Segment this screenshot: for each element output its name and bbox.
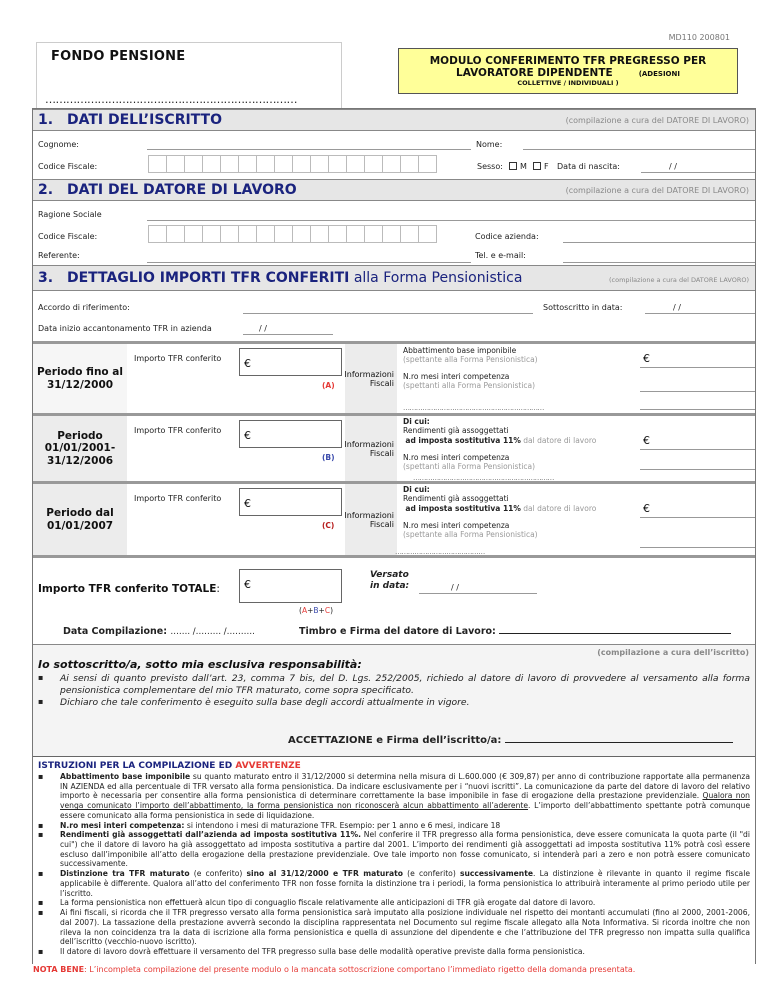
rendimenti-label-b: Rendimenti già assoggettati [403, 426, 509, 436]
mesi-text-a [403, 372, 535, 391]
declaration-bullet: ▪ Dichiaro che tale conferimento è eseguito sulla base degli accordi attualmente in vigore. [38, 697, 750, 709]
sum-formula: (A+B+C) [299, 606, 334, 615]
importo-label-b: Importo TFR conferito [134, 426, 222, 435]
item-bold: Rendimenti già assoggettati dall’azienda ad imposta sostitutiva 11%. [60, 830, 362, 840]
info-fiscali-b: Informazioni Fiscali [345, 416, 397, 481]
versato-line1: Versato [370, 570, 409, 580]
versato-line2: in data: [370, 580, 410, 591]
section3-title [67, 270, 522, 286]
dots-a: ………………………………………………………… [403, 404, 544, 412]
period-row-c [33, 481, 755, 555]
iscritto-signature-line[interactable] [505, 742, 733, 743]
period-label-b: Periodo 01/01/2001- 31/12/2006 [33, 416, 127, 481]
istruzioni-title-text: ISTRUZIONI PER LA COMPILAZIONE ED [38, 761, 236, 771]
istruzione-item [38, 869, 750, 898]
form-frame [32, 108, 756, 964]
mesi-text-c [403, 521, 538, 540]
item-text: (e conferito) [189, 869, 247, 879]
sum-c: C [324, 606, 331, 615]
period-label-a: Periodo fino al 31/12/2000 [33, 344, 127, 413]
versato-label [370, 570, 409, 592]
totale-colon: : [216, 583, 220, 595]
item-text: si intendono i mesi di maturazione TFR. Esempio: per 1 anno e 6 mesi, indicare 18 [184, 820, 501, 830]
section3-header [33, 265, 755, 291]
sottoscritto-label: Sottoscritto in data: [543, 303, 623, 312]
section2-number: 2. [38, 182, 54, 198]
istruzione-item: ▪ Ai fini fiscali, si ricorda che il TFR pregresso versato alla forma pensionistica sarà imputato alla posizione individuale nel rispetto dei montanti accumulati (fino al 2000, 2001-2006, dal 2007). La tassazione della prestazione avverrà secondo la disciplina rappresentata nel Documento sul regime fiscale allegato alla Nota Informativa. Si ricorda inoltre che non rileva la non coincidenza tra la data di iscrizione alla forma pensionistica e quella di assunzione del dipendente e che l’attribuzione del TFR pregresso non impatta sulla qualifica dell’iscritto (vecchio-nuovo iscritto). [38, 908, 750, 947]
fondo-name-field[interactable]: ……………………………………………………………… [45, 93, 297, 106]
versato-value: / / [451, 583, 459, 592]
rendimenti-label-c: Rendimenti già assoggettati [403, 494, 509, 504]
mesi-sub-b: (spettanti alla Forma Pensionistica) [403, 462, 536, 472]
istruzione-item [38, 772, 750, 821]
nascita-field[interactable] [641, 172, 755, 173]
section2-note: (compilazione a cura del DATORE DI LAVORO) [565, 186, 749, 195]
mesi-field-b[interactable] [640, 454, 755, 470]
modulo-line2-small: (ADESIONI [638, 70, 680, 78]
rendimenti-text-b [403, 417, 596, 445]
period-label-c: Periodo dal 01/01/2007 [33, 484, 127, 555]
dicui-b: Di cui: [403, 417, 430, 426]
cognome-label: Cognome: [38, 140, 79, 149]
accettazione-label: ACCETTAZIONE e Firma dell’iscritto/a: [288, 735, 502, 746]
mesi-label-c: N.ro mesi interi competenza [403, 521, 510, 530]
info-fiscali-c: Informazioni Fiscali [345, 484, 397, 555]
mesi-label-b: N.ro mesi interi competenza [403, 453, 510, 462]
item-bold: N.ro mesi interi competenza: [60, 820, 185, 830]
totale-input[interactable]: € [239, 569, 342, 603]
nascita-label: Data di nascita: [557, 162, 620, 171]
timbro-signature-line[interactable] [499, 633, 731, 634]
item-text2: (e conferito) [403, 869, 460, 879]
mesi-field-a[interactable] [640, 376, 755, 392]
tel-email-label: Tel. e e-mail: [475, 251, 526, 260]
istruzioni-title [38, 761, 301, 771]
istruzione-item [38, 821, 750, 831]
nome-field[interactable] [523, 149, 755, 150]
item-underline: Qualora non venga comunicato l’importo dell’abbattimento, la forma pensionistica non riconoscerà alcun abbattimento all’aderente [60, 791, 750, 811]
cf-label: Codice Fiscale: [38, 162, 98, 171]
section3-title-normal: alla Forma Pensionistica [349, 270, 523, 286]
accettazione-firma [288, 735, 733, 746]
item-bold2: sino al 31/12/2000 e TFR maturato [246, 869, 403, 879]
section3-title-bold: DETTAGLIO IMPORTI TFR CONFERITI [67, 270, 350, 286]
modulo-line2-text: LAVORATORE DIPENDENTE [456, 67, 613, 79]
sesso-m-label: M [520, 162, 527, 171]
mesi-label-a: N.ro mesi interi competenza [403, 372, 510, 381]
sottoscritto-date-field[interactable] [645, 313, 755, 314]
timbro-firma-datore [299, 626, 731, 637]
checkbox-m[interactable] [509, 162, 517, 170]
item-text: Nel conferire il TFR pregresso alla forma pensionistica, deve essere comunicata la quota parte (il "di cui") che il datore di lavoro ha già assoggettato ad imposta sostitutiva a partire dal 2001. L’importo dei rendimenti già assoggettati ad imposta sostitutiva 11% potrà così essere escluso dall’imponibile all’atto della erogazione della prestazione previdenziale. Ove tale importo non fosse comunicato, si intenderà pari a zero e non potrà essere comunicato successivamente. [60, 830, 750, 869]
section3-number: 3. [38, 270, 54, 286]
declaration-bullets [38, 673, 750, 709]
codice-azienda-field[interactable] [563, 242, 755, 243]
mesi-sub-c: (spettante alla Forma Pensionistica) [403, 530, 538, 540]
tag-a: (A) [322, 381, 335, 390]
dicui-c: Di cui: [403, 485, 430, 494]
sesso-f-label: F [544, 162, 549, 171]
nota-bene-label: NOTA BENE [33, 965, 85, 974]
period-row-a [33, 341, 755, 413]
data-inizio-label: Data inizio accantonamento TFR in azienda [38, 324, 212, 333]
fondo-title: FONDO PENSIONE [51, 49, 186, 64]
data-comp-label: Data Compilazione: [63, 626, 167, 637]
avvertenze-text: AVVERTENZE [235, 761, 301, 771]
importo-input-a[interactable]: € [239, 348, 342, 376]
totale-divider [33, 555, 755, 558]
rendimenti-field-b[interactable]: € [640, 434, 755, 450]
iscritto-note: (compilazione a cura dell’iscritto) [597, 648, 749, 657]
section3-note: (compilazione a cura del DATORE LAVORO) [608, 276, 749, 284]
nota-bene-text: : L’incompleta compilazione del presente modulo o la mancata sottoscrizione comportano l’immediato rigetto della domanda presentata. [84, 965, 636, 974]
section1-header [33, 109, 755, 131]
datore-cf-label: Codice Fiscale: [38, 232, 98, 241]
istruzioni-area [33, 756, 755, 964]
importo-input-c[interactable]: € [239, 488, 342, 516]
timbro-label: Timbro e Firma del datore di Lavoro: [299, 626, 496, 637]
section1-number: 1. [38, 112, 54, 128]
abbattimento-sub: (spettante alla Forma Pensionistica) [403, 355, 538, 365]
nota-bene [33, 965, 635, 974]
mesi-text-b [403, 453, 535, 472]
sum-b: B [313, 606, 319, 615]
iscritto-codice-fiscale-boxes[interactable] [148, 155, 437, 173]
totale-label-text: Importo TFR conferito TOTALE [38, 583, 217, 595]
data-inizio-field[interactable] [243, 334, 333, 335]
cognome-field[interactable] [147, 149, 471, 150]
section2-title: DATI DEL DATORE DI LAVORO [67, 182, 297, 198]
tag-b: (B) [322, 453, 335, 462]
codice-azienda-label: Codice azienda: [475, 232, 539, 241]
imposta-c: ad imposta sostitutiva 11% [405, 503, 521, 513]
ragione-sociale-field[interactable] [147, 220, 755, 221]
referente-field[interactable] [147, 262, 471, 263]
versato-date-field[interactable] [419, 593, 537, 594]
mesi-sub-a: (spettanti alla Forma Pensionistica) [403, 381, 536, 391]
sottoscritto-value: / / [673, 303, 681, 312]
istruzioni-list [38, 772, 750, 957]
mesi-field-c[interactable] [640, 532, 755, 548]
importo-input-b[interactable]: € [239, 420, 342, 448]
tag-c: (C) [322, 521, 335, 530]
section2-header [33, 179, 755, 201]
extra-field-a[interactable] [640, 394, 755, 410]
abbattimento-field[interactable]: € [640, 352, 755, 368]
checkbox-f[interactable] [533, 162, 541, 170]
importo-label-c: Importo TFR conferito [134, 494, 222, 503]
item-tail: . La distinzione è rilevante in quanto il regime fiscale applicabile è differente. Qualora all’atto del conferimento TFR non fosse fornita la distinzione tra i periodi, la forma pensionistica lo attribuirà interamente al primo periodo utile per l’iscritto. [60, 869, 750, 898]
section1-note: (compilazione a cura del DATORE DI LAVORO) [565, 116, 749, 125]
datore-b: dal datore di lavoro [520, 435, 597, 445]
period-row-b [33, 413, 755, 481]
accordo-label: Accordo di riferimento: [38, 303, 130, 312]
nascita-value: / / [669, 162, 677, 171]
data-compilazione [63, 626, 255, 637]
data-inizio-value: / / [259, 324, 267, 333]
totale-label [38, 583, 220, 595]
sesso-m-option[interactable] [509, 162, 527, 171]
datore-c: dal datore di lavoro [520, 503, 597, 513]
abbattimento-label: Abbattimento base imponibile [403, 346, 517, 355]
rendimenti-text-c [403, 485, 596, 513]
rendimenti-field-c[interactable]: € [640, 502, 755, 518]
datore-codice-fiscale-boxes[interactable] [148, 225, 437, 243]
data-comp-field[interactable]: ……. /……… /………. [170, 627, 255, 637]
tel-email-field[interactable] [563, 262, 755, 263]
item-tail: . L’importo dell’abbattimento spettante potrà comunque essere comunicato alla forma pensionistica in sede di liquidazione. [60, 801, 750, 820]
imposta-b: ad imposta sostitutiva 11% [405, 435, 521, 445]
referente-label: Referente: [38, 251, 80, 260]
declaration-title: Io sottoscritto/a, sotto mia esclusiva responsabilità: [38, 658, 362, 671]
document-code: MD110 200801 [668, 33, 730, 42]
istruzione-item [38, 830, 750, 869]
dots-b: ………………………………………………………… [413, 474, 554, 482]
item-text: su quanto maturato entro il 31/12/2000 si determina nella misura di L.600.000 (€ 309,87) per anno di contribuzione rapportate alla permanenza IN AZIENDA ed alla percentuale di TFR versato alla forma pensionistica. Da indicare esclusivamente per i “nuovi iscritti”. La comunicazione da parte del datore di lavoro del relativo importo è necessaria per consentire alla forma pensionistica di determinare correttamente la base imponibile in fase di erogazione della prestazione previdenziale. [60, 772, 750, 801]
iscritto-declaration-area [33, 644, 755, 756]
abbattimento-text [403, 346, 538, 365]
item-bold3: successivamente [459, 869, 533, 879]
modulo-title-line1: MODULO CONFERIMENTO TFR PREGRESSO PER [429, 55, 707, 67]
section1-title: DATI DELL’ISCRITTO [67, 112, 223, 128]
istruzione-item: ▪ Il datore di lavoro dovrà effettuare il versamento del TFR pregresso sulla base delle modalità operative previste dalla forma pensionistica. [38, 947, 750, 957]
ragione-sociale-label: Ragione Sociale [38, 210, 102, 219]
item-bold: Abbattimento base imponibile [60, 772, 191, 781]
declaration-bullet: ▪ Ai sensi di quanto previsto dall’art. 23, comma 7 bis, del D. Lgs. 252/2005, richiedo al datore di lavoro di provvedere al versamento alla forma pensionistica complementare del mio TFR maturato, come sopra specificato. [38, 673, 750, 697]
sesso-label: Sesso: [477, 162, 503, 171]
modulo-title-line3: COLLETTIVE / INDIVIDUALI ) [517, 79, 619, 87]
dots-c: …………………………………… [395, 548, 485, 556]
nome-label: Nome: [476, 140, 503, 149]
istruzione-item: ▪ La forma pensionistica non effettuerà alcun tipo di conguaglio fiscale relativamente alle anticipazioni di TFR già erogate dal datore di lavoro. [38, 898, 750, 908]
importo-label-a: Importo TFR conferito [134, 354, 222, 363]
sum-a: A [301, 606, 308, 615]
sesso-f-option[interactable] [533, 162, 549, 171]
modulo-title-box [398, 48, 738, 94]
accordo-field[interactable] [243, 313, 533, 314]
info-fiscali-a: Informazioni Fiscali [345, 344, 397, 413]
modulo-title-line2 [399, 67, 737, 79]
item-bold: Distinzione tra TFR maturato [60, 869, 190, 879]
